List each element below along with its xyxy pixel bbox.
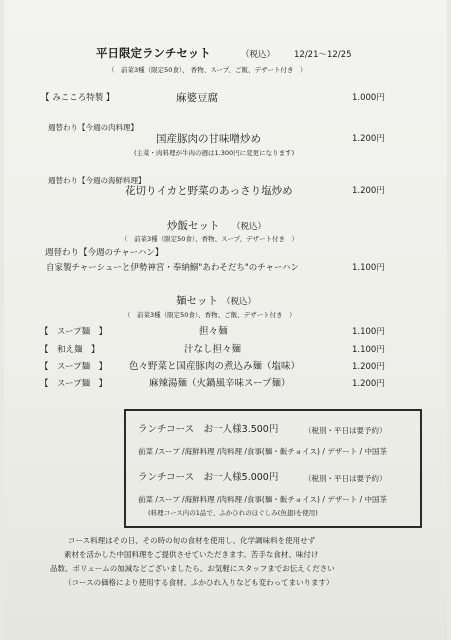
course-items: 前菜 /スープ /海鮮料理 /肉料理 /食事(麺・飯チョイス) / デザート / 中国茶 [138, 447, 388, 456]
item-price: 1.200円 [352, 186, 385, 196]
noodle-tag: 【 スープ麺 】 [40, 362, 108, 372]
item-price: 1.200円 [352, 134, 385, 144]
noodle-price: 1.200円 [352, 362, 385, 372]
course-note-shark-fin: (料理コース内の1品で、ふかひれのほぐしみ(魚翅)を使用) [148, 509, 318, 517]
noodle-price: 1.100円 [352, 327, 385, 337]
item-price: 1.000円 [352, 93, 385, 103]
item-tag: 【 みこころ特製 】 [41, 93, 115, 103]
item-tag: 週替わり【今週の海鮮料理】 [48, 176, 146, 185]
course-title: ランチコース お一人様3.500円 [138, 424, 279, 435]
noodle-name: 色々野菜と国産豚肉の煮込み麺（塩味） [129, 361, 301, 372]
footer-line: （コースの価格により使用する食材、ふかひれ入りなども変わってまいります） [64, 578, 334, 587]
noodle-tax: （税込） [222, 297, 257, 307]
noodle-price: 1.100円 [352, 345, 385, 355]
noodle-name: 汁なし担々麺 [184, 344, 242, 355]
noodle-tag: 【 スープ麺 】 [40, 327, 108, 337]
item-name: 花切りイカと野菜のあっさり塩炒め [125, 185, 293, 197]
item-name: 国産豚肉の甘味噌炒め [156, 133, 261, 145]
item-tag: 週替わり【今週の肉料理】 [48, 123, 138, 132]
course-note: （税別・平日は要予約） [304, 426, 387, 435]
footer-line: 品数、ボリュームの加減などございましたら、お気軽にスタッフまでお伝えください [50, 564, 335, 573]
fried-rice-tax: （税込） [232, 222, 267, 232]
title-tax-note: （税込） [241, 50, 276, 60]
noodle-price: 1.200円 [352, 379, 385, 389]
date-range: 12/21〜12/25 [294, 50, 352, 60]
fried-rice-name: 自家製チャーシューと伊勢神宮・奉納鰯"あわそだち"のチャーハン [46, 263, 300, 273]
noodle-name: 麻辣湯麺（火鍋風辛味スープ麺） [149, 378, 291, 389]
course-items: 前菜 /スープ /海鮮料理 /肉料理 /食事(麺・飯チョイス) / デザート / 中国茶 [138, 495, 388, 504]
menu-title: 平日限定ランチセット [96, 46, 211, 60]
noodle-name: 担々麺 [199, 326, 228, 337]
set-includes: （ 前菜3種（限定50食）、 香物、スープ、ご飯、デザート付き ） [108, 66, 307, 74]
footer-line: 素材を活かした中国料理をご提供させていただきます。苦手な食材、味付け [64, 550, 319, 559]
noodle-tag: 【 和え麺 】 [40, 345, 100, 355]
noodle-tag: 【 スープ麺 】 [40, 379, 108, 389]
lunch-course-box [124, 409, 422, 528]
fried-rice-heading: 炒飯セット [167, 220, 220, 232]
item-note: (主菜・肉料理が牛肉の週は1.300円に変更になります) [134, 149, 295, 157]
footer-line: コース料理はその日、その時の旬の食材を使用し、化学調味料を使用せず [68, 536, 316, 545]
fried-rice-includes: （ 前菜3種（限定50食）、香物、スープ、デザート付き ） [121, 235, 298, 243]
fried-rice-price: 1.100円 [352, 263, 385, 273]
fried-rice-tag: 週替わり【今週のチャーハン】 [45, 248, 164, 258]
noodle-includes: （ 前菜3種（限定50食）、香物、ご飯、デザート付き ） [124, 311, 296, 319]
item-name: 麻婆豆腐 [176, 92, 218, 104]
menu-sheet [4, 0, 447, 640]
noodle-heading: 麺セット [176, 295, 218, 307]
course-note: （税別・平日は要予約） [304, 474, 387, 483]
course-title: ランチコース お一人様5.000円 [138, 472, 279, 483]
